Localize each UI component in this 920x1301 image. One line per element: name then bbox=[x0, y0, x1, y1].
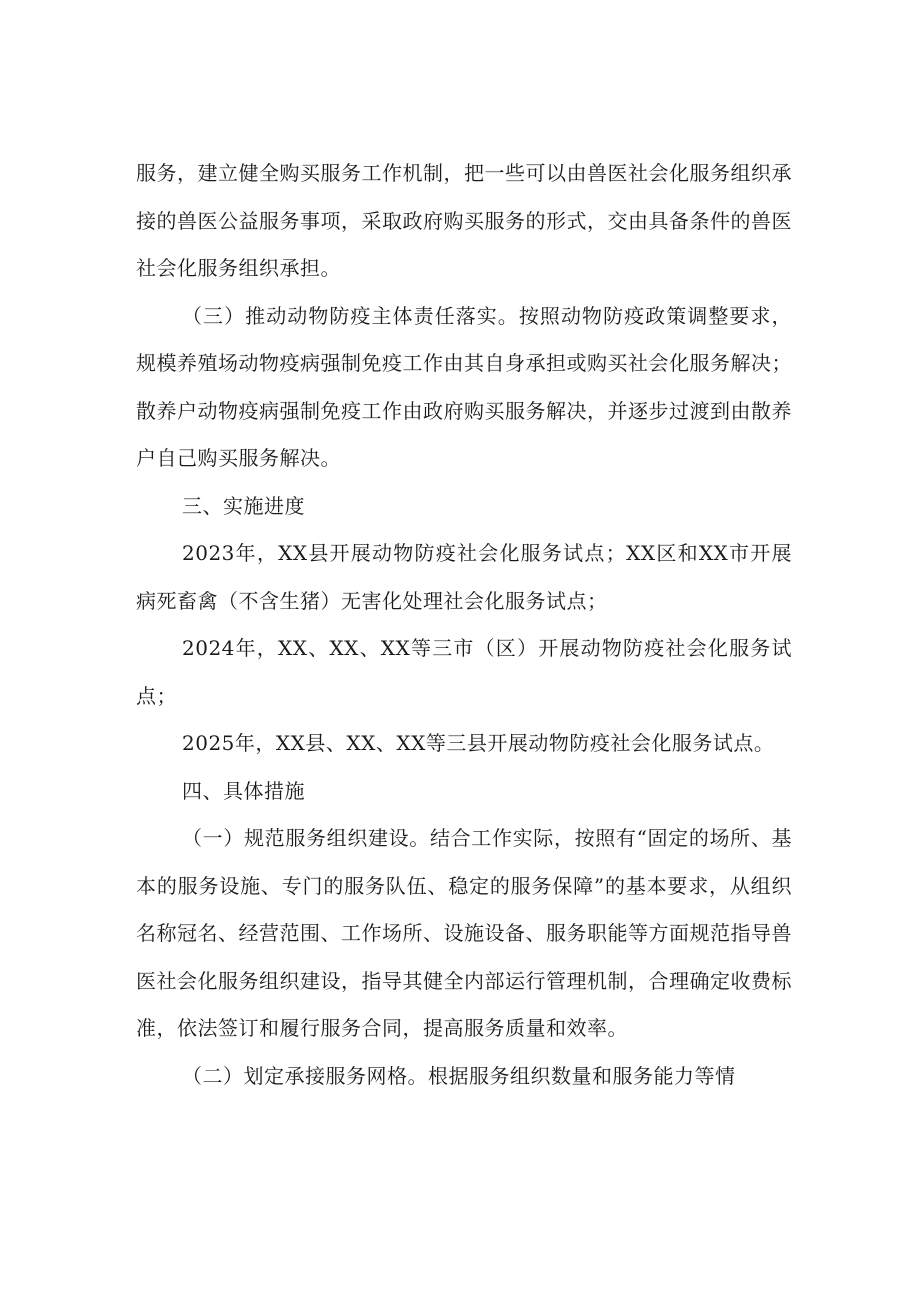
paragraph-2: （三）推动动物防疫主体责任落实。按照动物防疫政策调整要求，规模养殖场动物疫病强制免疫工作由其自身承担或购买社会化服务解决；散养户动物疫病强制免疫工作由政府购买服务解决，并逐步过渡到由散养户自己购买服务解决。 bbox=[136, 303, 792, 470]
paragraph-4: 2023年，XX县开展动物防疫社会化服务试点；XX区和XX市开展病死畜禽（不含生猪）无害化处理社会化服务试点； bbox=[136, 541, 792, 613]
paragraph-8: （一）规范服务组织建设。结合工作实际，按照有“固定的场所、基本的服务设施、专门的服务队伍、稳定的服务保障”的基本要求，从组织名称冠名、经营范围、工作场所、设施设备、服务职能等方面规范指导兽医社会化服务组织建设，指导其健全内部运行管理机制，合理确定收费标准，依法签订和履行服务合同，提高服务质量和效率。 bbox=[136, 826, 792, 1040]
section-heading-3: 三、实施进度 bbox=[182, 493, 305, 518]
paragraph-9: （二）划定承接服务网格。根据服务组织数量和服务能力等情 bbox=[182, 1063, 736, 1088]
paragraph-1: 服务，建立健全购买服务工作机制，把一些可以由兽医社会化服务组织承接的兽医公益服务事项，采取政府购买服务的形式，交由具备条件的兽医社会化服务组织承担。 bbox=[136, 161, 792, 280]
document-body bbox=[136, 150, 792, 1100]
paragraph-5: 2024年，XX、XX、XX等三市（区）开展动物防疫社会化服务试点； bbox=[136, 636, 792, 708]
section-heading-4: 四、具体措施 bbox=[182, 778, 305, 803]
paragraph-6: 2025年，XX县、XX、XX等三县开展动物防疫社会化服务试点。 bbox=[182, 731, 775, 755]
